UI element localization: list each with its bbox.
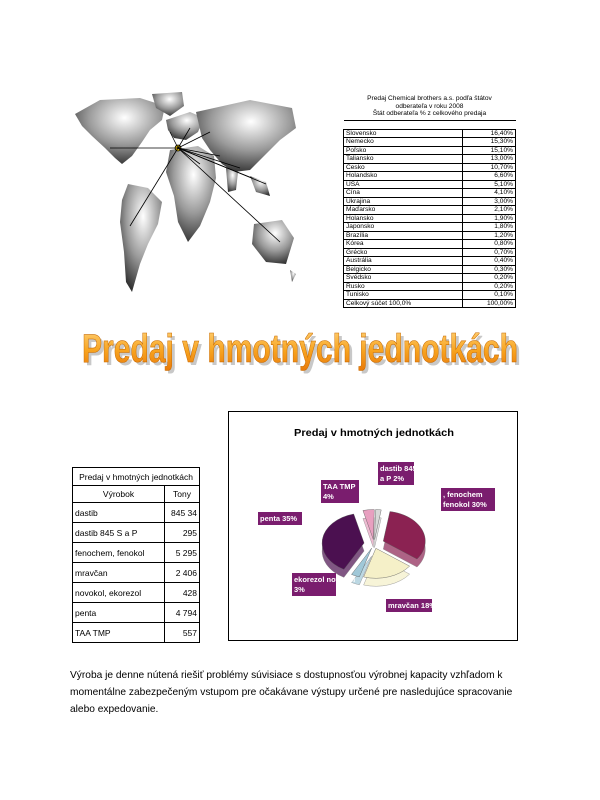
table-row [344, 172, 516, 181]
country-share: 0,40% [463, 257, 516, 266]
table-row [344, 138, 516, 147]
table-row [344, 240, 516, 249]
country-share: 100,00% [463, 299, 516, 308]
country-name: Taliansko [344, 155, 463, 164]
country-name: Kórea [344, 240, 463, 249]
country-name: Švédsko [344, 274, 463, 283]
table-row [344, 214, 516, 223]
table-row [73, 623, 200, 643]
table-row [73, 523, 200, 543]
table-row [344, 197, 516, 206]
slice-label: mravčan 18% [388, 601, 436, 610]
product-name: dastib [73, 503, 165, 523]
table-row [344, 265, 516, 274]
product-name: TAA TMP [73, 623, 165, 643]
table-row [73, 563, 200, 583]
table-row [344, 248, 516, 257]
table-row [344, 129, 516, 138]
product-tons: 4 794 [165, 603, 200, 623]
table-row [73, 603, 200, 623]
country-name: Tunisko [344, 291, 463, 300]
country-name: USA [344, 180, 463, 189]
country-share: 13,00% [463, 155, 516, 164]
product-tons: 428 [165, 583, 200, 603]
chart-title: Predaj v hmotných jednotkách [294, 427, 454, 439]
country-share: 1,20% [463, 231, 516, 240]
country-share: 0,80% [463, 240, 516, 249]
table-row [344, 163, 516, 172]
slice-label: penta 35% [260, 514, 298, 523]
country-share: 3,00% [463, 197, 516, 206]
page-heading [60, 322, 540, 382]
slice-label: ekorezol novokol 3% [294, 575, 356, 594]
country-name: Japonsko [344, 223, 463, 232]
country-name: Česko [344, 163, 463, 172]
pie-slice [363, 510, 374, 540]
country-name: Ukrajina [344, 197, 463, 206]
country-name: Poľsko [344, 146, 463, 155]
country-share: 0,20% [463, 274, 516, 283]
country-name: Grécko [344, 248, 463, 257]
product-table [72, 467, 200, 643]
world-map [70, 92, 298, 320]
table-row [344, 299, 516, 308]
table-row [73, 543, 200, 563]
body-paragraph: Výroba je denne nútená riešiť problémy súvisiace s dostupnosťou výrobnej kapacity vzhľadom k momentálne zabezpečeným vstupom pre očakávane výstupy určené pre nasledujúce spracovanie alebo expedovanie. [70, 670, 513, 716]
country-name: Belgicko [344, 265, 463, 274]
country-name: Čína [344, 189, 463, 198]
country-share: 2,10% [463, 206, 516, 215]
product-name: fenochem, fenokol [73, 543, 165, 563]
col-header-product: Výrobok [73, 486, 165, 503]
country-name: Austrália [344, 257, 463, 266]
slice-label: dastib 845 S a P 2% [380, 464, 424, 483]
product-tons: 2 406 [165, 563, 200, 583]
table-row [344, 274, 516, 283]
table-title-line: Štát odberateľa % z celkového predaja [344, 110, 516, 120]
product-tons: 295 [165, 523, 200, 543]
country-name: Holansko [344, 214, 463, 223]
product-name: penta [73, 603, 165, 623]
table-row [73, 583, 200, 603]
table-row [344, 282, 516, 291]
slice-label: TAA TMP 4% [323, 482, 356, 501]
country-share: 6,60% [463, 172, 516, 181]
pie-chart [228, 411, 518, 641]
country-name: Holandsko [344, 172, 463, 181]
table-row [344, 231, 516, 240]
country-name: Rusko [344, 282, 463, 291]
country-share: 0,10% [463, 291, 516, 300]
country-name: Celkový súčet 100,0% [344, 299, 463, 308]
table-row [344, 146, 516, 155]
country-sales-table [343, 95, 516, 308]
country-share: 16,40% [463, 129, 516, 138]
country-share: 10,70% [463, 163, 516, 172]
country-share: 0,70% [463, 248, 516, 257]
heading-text: Predaj v hmotných jednotkách [82, 327, 518, 371]
pie-slice [375, 510, 382, 540]
col-header-unit: Tony [165, 486, 200, 503]
country-share: 1,90% [463, 214, 516, 223]
table-row [344, 223, 516, 232]
product-tons: 845 34 [165, 503, 200, 523]
table-title-line: odberateľa v roku 2008 [395, 102, 464, 110]
svg-text:Predaj v hmotných jednotkách: Predaj v hmotných jednotkách [85, 330, 521, 374]
country-name: Slovensko [344, 129, 463, 138]
country-name: Brazília [344, 231, 463, 240]
table-row [344, 189, 516, 198]
country-share: 0,30% [463, 265, 516, 274]
table-row [344, 291, 516, 300]
country-name: Nemecko [344, 138, 463, 147]
country-name: Maďarsko [344, 206, 463, 215]
table-title-line: Predaj Chemical brothers a.s. podľa štátov [367, 95, 492, 102]
table-row [344, 206, 516, 215]
table-row [344, 180, 516, 189]
country-share: 0,20% [463, 282, 516, 291]
country-share: 15,30% [463, 138, 516, 147]
country-share: 4,10% [463, 189, 516, 198]
table-row [344, 257, 516, 266]
product-name: novokol, ekorezol [73, 583, 165, 603]
product-tons: 557 [165, 623, 200, 643]
country-share: 15,10% [463, 146, 516, 155]
product-tons: 5 295 [165, 543, 200, 563]
product-name: mravčan [73, 563, 165, 583]
product-table-title: Predaj v hmotných jednotkách [73, 468, 200, 486]
country-share: 1,80% [463, 223, 516, 232]
product-name: dastib 845 S a P [73, 523, 165, 543]
slice-label: , fenochem fenokol 30% [443, 490, 487, 509]
country-share: 5,10% [463, 180, 516, 189]
table-row [344, 155, 516, 164]
table-row [73, 503, 200, 523]
